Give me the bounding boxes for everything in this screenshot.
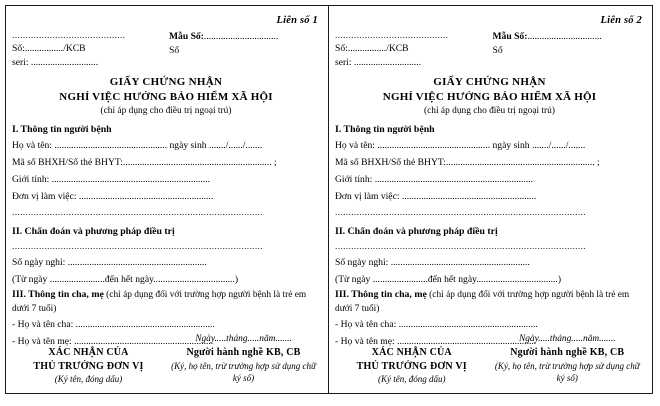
signature-date-line: Ngày.....tháng.....năm....... xyxy=(518,334,616,344)
section-1-heading: I. Thông tin người bệnh xyxy=(335,124,435,135)
gender-label: Giới tính: xyxy=(335,174,373,185)
unit-confirm-line-2: THỦ TRƯỞNG ĐƠN VỊ xyxy=(33,360,144,372)
leave-to-label: đến hết ngày xyxy=(104,274,154,285)
mother-name-label: - Họ và tên mẹ: xyxy=(335,336,395,347)
copy-marker-row xyxy=(335,10,644,29)
leave-days-label: Số ngày nghỉ: xyxy=(12,257,66,268)
leave-period-field xyxy=(12,271,320,288)
mau-so-dots: ............................... xyxy=(203,31,279,42)
workplace-label: Đơn vị làm việc: xyxy=(335,191,400,202)
patient-name-dots: ............................................... xyxy=(51,140,168,151)
mau-so-label: Mẫu Số: xyxy=(492,31,528,42)
so-kcb-label: Số: xyxy=(12,43,25,54)
gender-dots: .................................................................. xyxy=(49,174,211,185)
leave-days-field xyxy=(335,254,644,271)
signature-practitioner xyxy=(167,333,320,385)
signature-date-line: Ngày.....tháng.....năm....... xyxy=(195,334,292,344)
patient-name-field xyxy=(12,137,320,154)
patient-name-field xyxy=(335,137,644,154)
practitioner-title: Người hành nghề KB, CB xyxy=(186,347,301,358)
insurance-number-dots: .............................................................. xyxy=(122,157,272,168)
form-frame xyxy=(5,5,653,394)
mau-so-label: Mẫu Số: xyxy=(169,31,204,42)
title-line-2: NGHỈ VIỆC HƯỞNG BẢO HIỂM XÃ HỘI xyxy=(382,90,597,103)
insurance-number-dots: .............................................................. xyxy=(445,157,595,168)
seri-label: seri: xyxy=(12,56,29,68)
header-form-number-column xyxy=(487,29,645,57)
workplace-field xyxy=(12,188,320,205)
mother-name-dots: .......................................................... xyxy=(71,336,214,347)
lien-label: Liên số 2 xyxy=(600,15,642,26)
unit-confirm-line-1: XÁC NHẬN CỦA xyxy=(371,347,452,358)
header-block xyxy=(335,29,644,71)
insurance-number-field xyxy=(12,154,320,171)
father-name-label: - Họ và tên cha: xyxy=(335,319,397,330)
mother-name-dots: .......................................................... xyxy=(394,336,537,347)
leave-period-field xyxy=(335,271,644,288)
leave-days-dots: .......................................................... xyxy=(65,257,207,268)
mau-so-field xyxy=(169,30,320,44)
father-name-dots: .......................................................... xyxy=(73,319,215,330)
copy-marker-row xyxy=(12,10,320,29)
gender-field xyxy=(12,171,320,188)
leave-days-dots: .......................................................... xyxy=(388,257,530,268)
signature-block xyxy=(12,333,320,385)
gender-dots: .................................................................. xyxy=(372,174,534,185)
document-title-block xyxy=(335,75,644,118)
document-title-block xyxy=(12,75,320,118)
mau-so-field xyxy=(493,30,645,44)
certificate-copy-1 xyxy=(6,6,329,393)
seri-dots: ............................ xyxy=(28,56,99,68)
signature-unit-head xyxy=(12,333,167,385)
section-3-heading-note: (chỉ áp dụng đối với trường hợp người bệnh là trẻ em dưới 7 tuổi) xyxy=(335,290,630,314)
section-2-heading: II. Chẩn đoán và phương pháp điều trị xyxy=(335,226,498,237)
patient-name-dots: ............................................... xyxy=(374,140,491,151)
workplace-continuation-dots: ............................................................................................. xyxy=(335,207,586,218)
birth-date-dots: ......./....../....... xyxy=(206,140,263,151)
patient-name-label: Họ và tên: xyxy=(335,140,375,151)
title-note: (chỉ áp dụng cho điều trị ngoại trú) xyxy=(100,106,232,116)
leave-to-dots: .................................. xyxy=(476,274,558,285)
title-line-2: NGHỈ VIỆC HƯỞNG BẢO HIỂM XÃ HỘI xyxy=(59,90,273,103)
father-name-field xyxy=(335,316,644,333)
seri-field xyxy=(12,56,163,70)
workplace-field xyxy=(335,188,644,205)
signature-spacer xyxy=(335,333,489,346)
workplace-continuation-dots: ............................................................................................. xyxy=(12,207,263,218)
practitioner-title: Người hành nghề KB, CB xyxy=(510,347,625,358)
section-1-heading: I. Thông tin người bệnh xyxy=(12,124,112,135)
diagnosis-dots: ............................................................................................. xyxy=(335,241,586,252)
header-issuer-column xyxy=(335,29,487,69)
unit-confirm-note: (Ký tên, đóng dấu) xyxy=(54,374,123,384)
leave-to-label: đến hết ngày xyxy=(427,274,477,285)
leave-from-dots: ....................... xyxy=(47,274,105,285)
certificate-copy-2 xyxy=(329,6,652,393)
section-3-heading xyxy=(12,288,320,316)
insurance-number-label: Mã số BHXH/Số thẻ BHYT: xyxy=(335,157,446,168)
so-label: Số xyxy=(492,44,503,56)
section-3-heading-main: III. Thông tin cha, mẹ xyxy=(335,289,427,300)
seri-label: seri: xyxy=(335,56,352,68)
workplace-dots: ........................................................ xyxy=(76,191,214,202)
title-note: (chỉ áp dụng cho điều trị ngoại trú) xyxy=(424,106,555,116)
leave-from-label: (Từ ngày xyxy=(335,274,371,285)
so-kcb-field xyxy=(335,42,487,56)
signature-unit-head xyxy=(335,333,491,385)
signature-block xyxy=(335,333,644,385)
father-name-field xyxy=(12,316,320,333)
so-kcb-dots: ................ xyxy=(347,43,387,54)
seri-dots: ............................ xyxy=(351,56,422,68)
issuer-name-dots: .......................................... xyxy=(12,30,126,41)
practitioner-note: (Ký, họ tên, trừ trường hợp sử dụng chữ ký số) xyxy=(494,360,640,383)
mother-name-label: - Họ và tên mẹ: xyxy=(12,336,72,347)
father-name-label: - Họ và tên cha: xyxy=(12,319,74,330)
unit-confirm-line-1: XÁC NHẬN CỦA xyxy=(48,347,129,358)
unit-confirm-line-2: THỦ TRƯỞNG ĐƠN VỊ xyxy=(356,360,467,372)
leave-from-dots: ....................... xyxy=(370,274,428,285)
section-3-heading xyxy=(335,288,644,316)
signature-practitioner xyxy=(491,333,645,385)
so-kcb-suffix: /KCB xyxy=(386,43,409,54)
workplace-label: Đơn vị làm việc: xyxy=(12,191,77,202)
leave-to-dots: .................................. xyxy=(153,274,235,285)
gender-label: Giới tính: xyxy=(12,174,50,185)
header-issuer-column xyxy=(12,29,163,69)
leave-days-label: Số ngày nghỉ: xyxy=(335,257,389,268)
title-line-1: GIẤY CHỨNG NHẬN xyxy=(109,76,223,88)
title-line-1: GIẤY CHỨNG NHẬN xyxy=(433,76,546,88)
seri-field xyxy=(335,56,487,70)
issuer-name-dots: .......................................... xyxy=(335,30,449,41)
leave-days-field xyxy=(12,254,320,271)
birth-date-label: ngày sinh xyxy=(167,140,207,151)
gender-field xyxy=(335,171,644,188)
patient-name-label: Họ và tên: xyxy=(12,140,52,151)
so-kcb-dots: ................ xyxy=(24,43,64,54)
section-3-heading-main: III. Thông tin cha, mẹ xyxy=(12,289,104,300)
header-block xyxy=(12,29,320,71)
practitioner-note: (Ký, họ tên, trừ trường hợp sử dụng chữ ký số) xyxy=(171,360,316,383)
diagnosis-dots: ............................................................................................. xyxy=(12,241,263,252)
so-label: Số xyxy=(169,44,180,56)
section-2-heading: II. Chẩn đoán và phương pháp điều trị xyxy=(12,226,175,237)
header-form-number-column xyxy=(163,29,320,57)
so-kcb-field xyxy=(12,42,163,56)
birth-date-dots: ......./....../....... xyxy=(529,140,586,151)
workplace-dots: ........................................................ xyxy=(399,191,537,202)
lien-label: Liên số 1 xyxy=(276,15,318,26)
father-name-dots: .......................................................... xyxy=(396,319,538,330)
section-3-heading-note: (chỉ áp dụng đối với trường hợp người bệnh là trẻ em dưới 7 tuổi) xyxy=(12,290,307,314)
insurance-number-field xyxy=(335,154,644,171)
insurance-number-label: Mã số BHXH/Số thẻ BHYT: xyxy=(12,157,123,168)
insurance-number-suffix: ; xyxy=(594,157,600,168)
unit-confirm-note: (Ký tên, đóng dấu) xyxy=(378,374,446,384)
leave-period-close-paren: ) xyxy=(557,274,562,285)
insurance-number-suffix: ; xyxy=(271,157,277,168)
mau-so-dots: ............................... xyxy=(527,31,602,42)
signature-spacer xyxy=(12,333,165,346)
so-kcb-suffix: /KCB xyxy=(63,43,86,54)
birth-date-label: ngày sinh xyxy=(490,140,530,151)
leave-period-close-paren: ) xyxy=(234,274,239,285)
so-kcb-label: Số: xyxy=(335,43,348,54)
leave-from-label: (Từ ngày xyxy=(12,274,48,285)
